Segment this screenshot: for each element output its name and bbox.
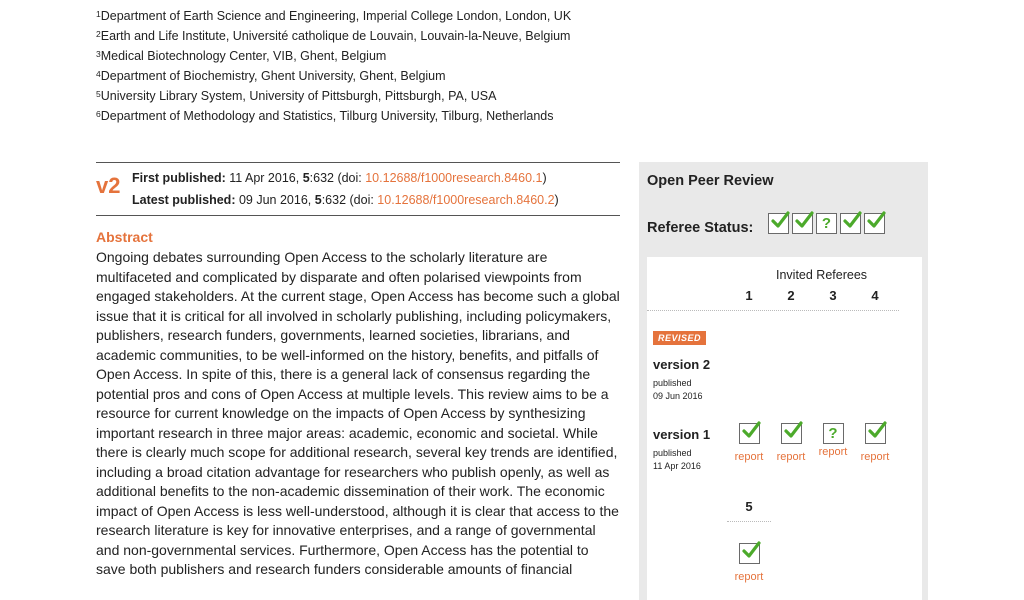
revised-badge: REVISED	[653, 331, 706, 345]
affiliation-text: Earth and Life Institute, Université catholique de Louvain, Louvain-la-Neuve, Belgium	[100, 29, 571, 43]
approved-icon	[768, 213, 789, 234]
affiliation-2	[96, 26, 571, 46]
affiliation-number: 6	[96, 109, 101, 119]
latest-published-label: Latest published:	[132, 193, 236, 207]
version-1-label[interactable]: version 1	[653, 427, 711, 442]
approved-icon	[739, 423, 760, 444]
first-doi-link[interactable]: 10.12688/f1000research.8460.1	[365, 171, 543, 185]
referee-number-1: 1	[745, 288, 753, 303]
referee-4-report[interactable]	[855, 423, 895, 463]
approved-icon	[792, 213, 813, 234]
first-published-label: First published:	[132, 171, 226, 185]
latest-doi-link[interactable]: 10.12688/f1000research.8460.2	[377, 193, 555, 207]
affiliation-number: 5	[96, 89, 101, 99]
publication-info	[96, 162, 620, 216]
version-1-date: 11 Apr 2016	[653, 461, 701, 471]
referee-status-icons	[768, 213, 885, 234]
affiliation-text: University Library System, University of Pittsburgh, Pittsburgh, PA, USA	[100, 89, 497, 103]
affiliation-3	[96, 46, 571, 66]
report-link[interactable]: report	[734, 451, 764, 463]
referee-3-report[interactable]	[813, 423, 853, 458]
affiliation-1	[96, 6, 571, 26]
approved-icon	[864, 213, 885, 234]
referee-5-divider	[727, 521, 771, 522]
referee-number-3: 3	[829, 288, 837, 303]
first-published-date: 11 Apr 2016,	[229, 171, 300, 185]
version-2-label[interactable]: version 2	[653, 357, 711, 372]
first-published-volume: 5	[302, 171, 310, 185]
version-label: v2	[96, 173, 121, 198]
approved-icon	[781, 423, 802, 444]
invited-referees-label: Invited Referees	[776, 268, 868, 282]
referee-number-4: 4	[871, 288, 879, 303]
approved-icon	[739, 543, 760, 564]
report-link[interactable]: report	[860, 451, 890, 463]
affiliation-6	[96, 106, 571, 126]
latest-published-date: 09 Jun 2016,	[238, 193, 312, 207]
panel-title: Open Peer Review	[647, 173, 774, 189]
affiliation-text: Medical Biotechnology Center, VIB, Ghent, Belgium	[100, 49, 387, 63]
referee-status-label: Referee Status:	[647, 220, 754, 236]
question-icon: ?	[823, 423, 844, 444]
affiliation-text: Department of Earth Science and Engineering, Imperial College London, London, UK	[100, 9, 572, 23]
report-link[interactable]: report	[818, 446, 848, 458]
affiliation-text: Department of Biochemistry, Ghent University, Ghent, Belgium	[100, 69, 446, 83]
abstract-heading: Abstract	[96, 229, 153, 245]
version-2-published: published	[653, 378, 692, 388]
latest-published-volume: 5	[314, 193, 322, 207]
referee-2-report[interactable]	[771, 423, 811, 463]
approved-icon	[840, 213, 861, 234]
report-link[interactable]: report	[734, 571, 764, 583]
question-icon: ?	[816, 213, 837, 234]
first-published-page: :632 (doi:	[309, 171, 366, 185]
header-divider	[647, 310, 899, 311]
referee-5-report[interactable]	[729, 543, 769, 583]
close-paren: )	[542, 171, 547, 185]
version-2-date: 09 Jun 2016	[653, 391, 703, 401]
affiliation-number: 1	[96, 9, 101, 19]
version-1-published: published	[653, 448, 692, 458]
affiliation-number: 3	[96, 49, 101, 59]
open-peer-review-panel	[639, 162, 928, 600]
abstract-text: Ongoing debates surrounding Open Access to the scholarly literature are multifaceted and complicated by disparate and often polarised viewpoints from engaged stakeholders. At the current stage, Open Access has become such a global issue that it is critical for all involved in scholarly publishing, including policymakers, publishers, research funders, governments, learned societies, librarians, and academic communities, to be well-informed on the history, benefits, and pitfalls of Open Access. In spite of this, there is a general lack of consensus regarding the potential pros and cons of Open Access at multiple levels. This review aims to be a resource for current knowledge on the impacts of Open Access by synthesizing important research in three major areas: academic, economic and societal. While there is clearly much scope for additional research, several key trends are identified, including a broad citation advantage for researchers who publish openly, as well as additional benefits to the non-academic dissemination of their work. The economic impact of Open Access is less well-understood, although it is clear that access to the research literature is key for innovative enterprises, and a range of governmental and non-governmental services. Furthermore, Open Access has the potential to save both publishers and research funders considerable amounts of financial	[96, 249, 620, 577]
approved-icon	[865, 423, 886, 444]
latest-published-page: :632 (doi:	[321, 193, 378, 207]
affiliation-number: 2	[96, 29, 101, 39]
referee-number-2: 2	[787, 288, 795, 303]
close-paren: )	[554, 193, 559, 207]
affiliation-4	[96, 66, 571, 86]
referee-number-5: 5	[745, 499, 753, 514]
affiliation-5	[96, 86, 571, 106]
affiliation-text: Department of Methodology and Statistics, Tilburg University, Tilburg, Netherlands	[100, 109, 554, 123]
report-link[interactable]: report	[776, 451, 806, 463]
affiliation-number: 4	[96, 69, 101, 79]
referee-1-report[interactable]	[729, 423, 769, 463]
affiliations-list	[96, 6, 571, 126]
referee-table	[647, 257, 922, 600]
latest-published-line	[132, 193, 559, 207]
first-published-line	[132, 171, 547, 185]
